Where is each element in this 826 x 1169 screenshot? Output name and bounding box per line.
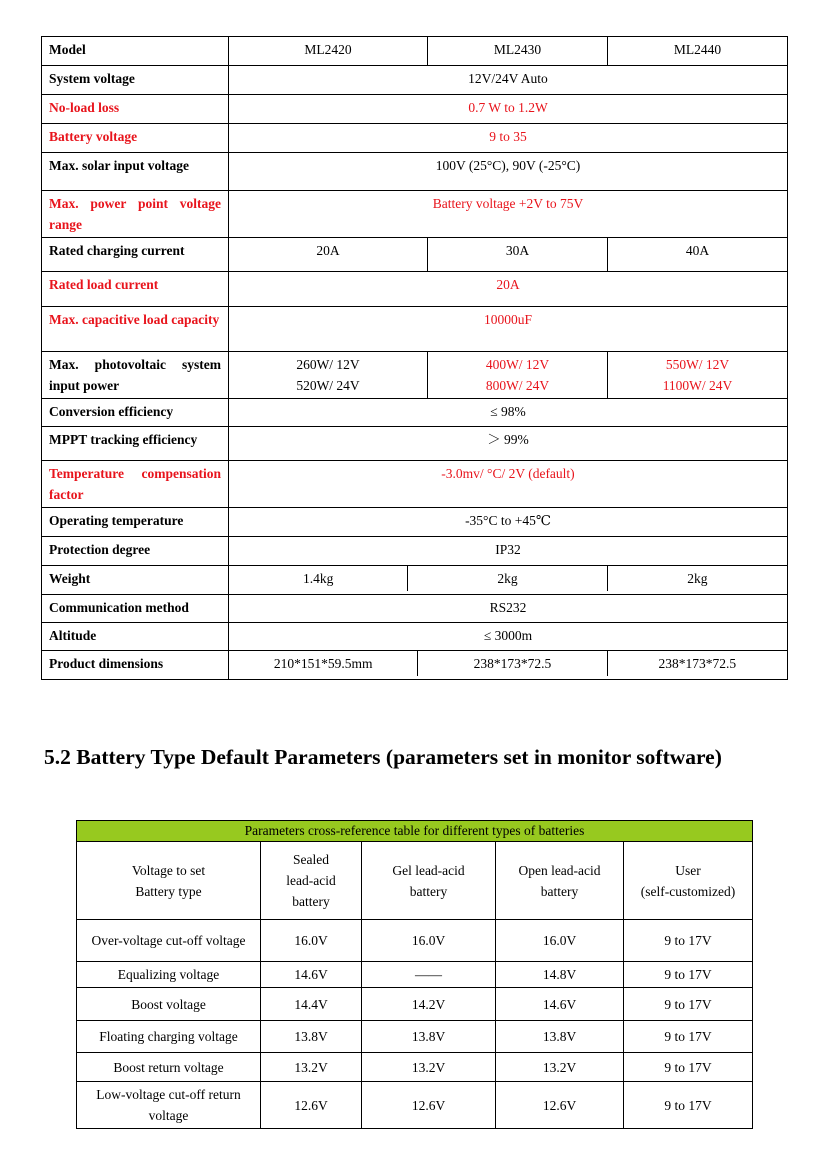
operating-temperature-label: Operating temperature — [42, 508, 229, 537]
rated-charging-current-ml2440: 40A — [608, 238, 788, 272]
table-row — [42, 623, 788, 651]
header-line: battery — [409, 883, 448, 899]
table-row — [77, 1053, 753, 1082]
user-value: 9 to 17V — [624, 1021, 753, 1053]
rated-charging-current-label: Rated charging current — [42, 238, 229, 272]
system-voltage-label: System voltage — [42, 66, 229, 95]
header-line: battery — [292, 894, 330, 909]
system-voltage-value: 12V/24V Auto — [229, 66, 788, 95]
mppt-efficiency-label: MPPT tracking efficiency — [42, 427, 229, 461]
gel-value: 12.6V — [362, 1082, 496, 1129]
section-heading: 5.2 Battery Type Default Parameters (parameters set in monitor software) — [44, 745, 722, 769]
table-row — [77, 920, 753, 962]
table-row — [42, 124, 788, 153]
max-capacitive-load-value: 10000uF — [229, 307, 788, 352]
weight-ml2430: 2kg — [407, 566, 606, 591]
sealed-value: 13.8V — [261, 1021, 362, 1053]
protection-degree-value: IP32 — [229, 537, 788, 566]
pv-power-line: 260W/ 12V — [296, 357, 360, 372]
header-line: Open lead-acid — [518, 862, 601, 878]
table-caption: Parameters cross-reference table for different types of batteries — [77, 821, 753, 842]
header-line: lead-acid — [286, 873, 336, 888]
table-header-row — [77, 842, 753, 920]
gel-value: 13.8V — [362, 1021, 496, 1053]
pv-power-line: 520W/ 24V — [296, 378, 360, 393]
table-row — [42, 461, 788, 508]
rated-load-current-value: 20A — [229, 272, 788, 307]
table-row — [42, 191, 788, 238]
open-value: 13.2V — [496, 1053, 624, 1082]
battery-voltage-value: 9 to 35 — [229, 124, 788, 153]
dimensions-ml2420: 210*151*59.5mm — [273, 656, 373, 671]
table-row — [42, 537, 788, 566]
sealed-value: 14.4V — [261, 988, 362, 1021]
weight-label: Weight — [42, 566, 229, 595]
table-row — [42, 352, 788, 399]
rated-charging-current-ml2420: 20A — [229, 238, 428, 272]
no-load-loss-label: No-load loss — [42, 95, 229, 124]
operating-temperature-value: -35°C to +45℃ — [229, 508, 788, 537]
pv-power-line: 1100W/ 24V — [662, 378, 733, 393]
mpp-voltage-range-value: Battery voltage +2V to 75V — [229, 191, 788, 238]
weight-ml2420: 1.4kg — [302, 571, 334, 586]
table-row — [77, 1021, 753, 1053]
max-pv-power-label: Max. photovoltaic system input power — [42, 352, 229, 399]
max-solar-input-label: Max. solar input voltage — [42, 153, 229, 191]
open-value: 14.6V — [496, 988, 624, 1021]
header-user — [624, 842, 753, 920]
open-value: 13.8V — [496, 1021, 624, 1053]
table-caption-row — [77, 821, 753, 842]
user-value: 9 to 17V — [624, 920, 753, 962]
header-open — [496, 842, 624, 920]
max-capacitive-load-label: Max. capacitive load capacity — [42, 307, 229, 352]
gel-value: 16.0V — [362, 920, 496, 962]
table-row — [77, 988, 753, 1021]
sealed-value: 12.6V — [261, 1082, 362, 1129]
row-label: Boost voltage — [77, 988, 261, 1021]
max-pv-power-ml2420 — [229, 352, 428, 399]
table-row — [42, 307, 788, 352]
open-value: 14.8V — [496, 962, 624, 988]
user-value: 9 to 17V — [624, 962, 753, 988]
sealed-value: 16.0V — [261, 920, 362, 962]
table-row — [42, 272, 788, 307]
mppt-efficiency-value: ＞ 99% — [229, 427, 788, 461]
rated-load-current-label: Rated load current — [42, 272, 229, 307]
header-line: Gel lead-acid — [392, 862, 465, 878]
rated-charging-current-ml2430: 30A — [428, 238, 608, 272]
row-label: Floating charging voltage — [77, 1021, 261, 1053]
dimensions-values — [229, 651, 788, 680]
conversion-efficiency-label: Conversion efficiency — [42, 399, 229, 427]
temp-compensation-value: -3.0mv/ °C/ 2V (default) — [229, 461, 788, 508]
header-line: User — [675, 862, 701, 878]
communication-value: RS232 — [229, 595, 788, 623]
pv-power-line: 800W/ 24V — [485, 378, 550, 393]
gel-value: 13.2V — [362, 1053, 496, 1082]
row-label: Boost return voltage — [77, 1053, 261, 1082]
header-line: battery — [540, 883, 579, 899]
model-label: Model — [42, 37, 229, 66]
model-ml2430: ML2430 — [428, 37, 608, 66]
dimensions-ml2430: 238*173*72.5 — [417, 651, 606, 676]
table-row — [42, 153, 788, 191]
header-line: Battery type — [135, 883, 202, 899]
header-line: (self-customized) — [640, 883, 736, 899]
communication-label: Communication method — [42, 595, 229, 623]
table-row — [77, 1082, 753, 1129]
gel-value: —— — [362, 962, 496, 988]
header-gel — [362, 842, 496, 920]
user-value: 9 to 17V — [624, 988, 753, 1021]
open-value: 16.0V — [496, 920, 624, 962]
sealed-value: 13.2V — [261, 1053, 362, 1082]
table-row — [42, 427, 788, 461]
row-label: Equalizing voltage — [77, 962, 261, 988]
dimensions-ml2440: 238*173*72.5 — [607, 651, 787, 676]
conversion-efficiency-value: ≤ 98% — [229, 399, 788, 427]
sealed-value: 14.6V — [261, 962, 362, 988]
table-row — [42, 66, 788, 95]
table-row — [42, 508, 788, 537]
table-row — [42, 37, 788, 66]
temp-compensation-label: Temperature compensation factor — [42, 461, 229, 508]
pv-power-line: 550W/ 12V — [665, 357, 730, 372]
dimensions-label: Product dimensions — [42, 651, 229, 680]
table-row — [42, 651, 788, 680]
user-value: 9 to 17V — [624, 1053, 753, 1082]
gel-value: 14.2V — [362, 988, 496, 1021]
battery-parameters-table — [76, 820, 753, 1129]
weight-ml2440: 2kg — [607, 566, 787, 591]
battery-voltage-label: Battery voltage — [42, 124, 229, 153]
header-corner — [77, 842, 261, 920]
table-row — [42, 566, 788, 595]
max-pv-power-ml2440 — [608, 352, 788, 399]
pv-power-line: 400W/ 12V — [485, 357, 550, 372]
mpp-voltage-range-label: Max. power point voltage range — [42, 191, 229, 238]
max-solar-input-value: 100V (25°C), 90V (-25°C) — [229, 153, 788, 191]
user-value: 9 to 17V — [624, 1082, 753, 1129]
table-row — [42, 238, 788, 272]
header-line: Sealed — [293, 852, 329, 867]
header-line: Voltage to set — [131, 862, 206, 878]
table-row — [42, 95, 788, 124]
table-row — [77, 962, 753, 988]
no-load-loss-value: 0.7 W to 1.2W — [229, 95, 788, 124]
model-ml2440: ML2440 — [608, 37, 788, 66]
header-sealed — [261, 842, 362, 920]
protection-degree-label: Protection degree — [42, 537, 229, 566]
weight-values — [229, 566, 788, 595]
specifications-table — [41, 36, 788, 680]
table-row — [42, 399, 788, 427]
table-row — [42, 595, 788, 623]
model-ml2420: ML2420 — [229, 37, 428, 66]
row-label: Over-voltage cut-off voltage — [77, 920, 261, 962]
altitude-value: ≤ 3000m — [229, 623, 788, 651]
max-pv-power-ml2430 — [428, 352, 608, 399]
row-label: Low-voltage cut-off return voltage — [77, 1082, 261, 1129]
altitude-label: Altitude — [42, 623, 229, 651]
open-value: 12.6V — [496, 1082, 624, 1129]
